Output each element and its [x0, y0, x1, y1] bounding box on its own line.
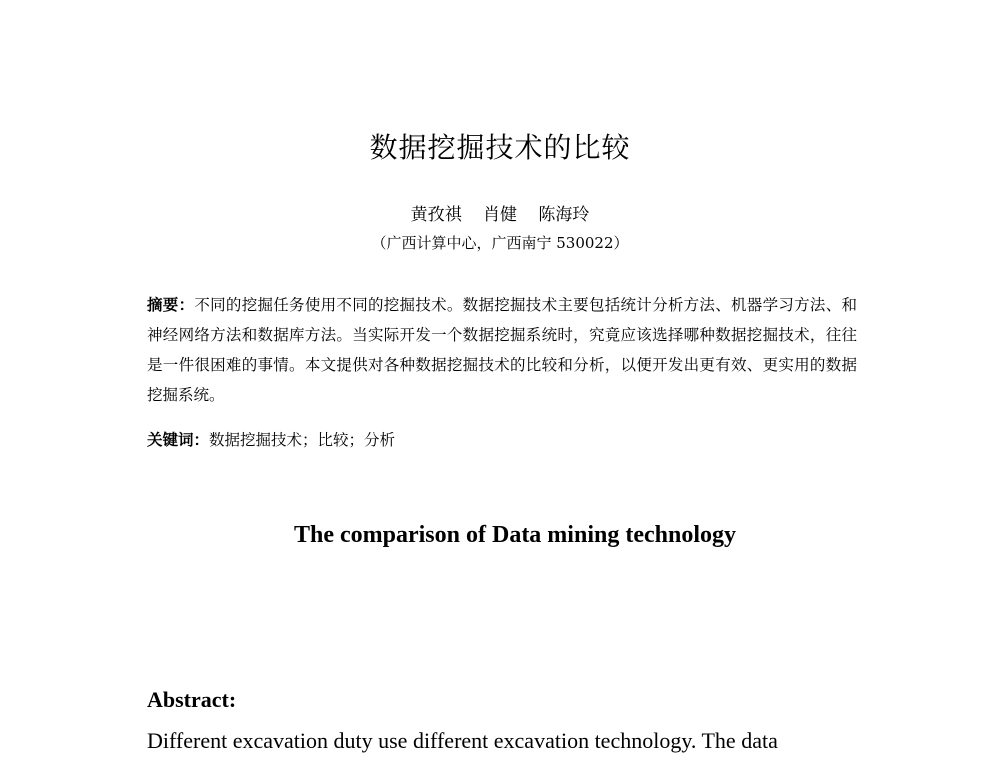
chinese-title: 数据挖掘技术的比较	[369, 131, 631, 164]
chinese-keywords	[147, 425, 857, 455]
english-abstract-text: Different excavation duty use different excavation technology. The data	[147, 728, 778, 753]
author-name: 肖健	[483, 205, 517, 225]
chinese-keywords-text: 数据挖掘技术；比较；分析	[209, 431, 396, 449]
english-title: The comparison of Data mining technology	[293, 522, 736, 548]
chinese-abstract	[147, 290, 857, 410]
author-list	[0, 200, 1000, 225]
author-name: 黄孜祺	[410, 205, 462, 225]
affiliation: （广西计算中心，广西南宁 530022）	[371, 234, 629, 252]
chinese-keywords-label: 关键词：	[147, 430, 210, 449]
chinese-abstract-label: 摘要：	[147, 295, 195, 314]
english-abstract-label: Abstract:	[147, 687, 237, 712]
author-name: 陈海玲	[538, 205, 590, 225]
chinese-abstract-text: 不同的挖掘任务使用不同的挖掘技术。数据挖掘技术主要包括统计分析方法、机器学习方法、和神经网络方法和数据库方法。当实际开发一个数据挖掘系统时，究竟应该选择哪种数据挖掘技术，往往是一件很困难的事情。本文提供对各种数据挖掘技术的比较和分析，以便开发出更有效、更实用的数据挖掘系统。	[147, 296, 857, 404]
